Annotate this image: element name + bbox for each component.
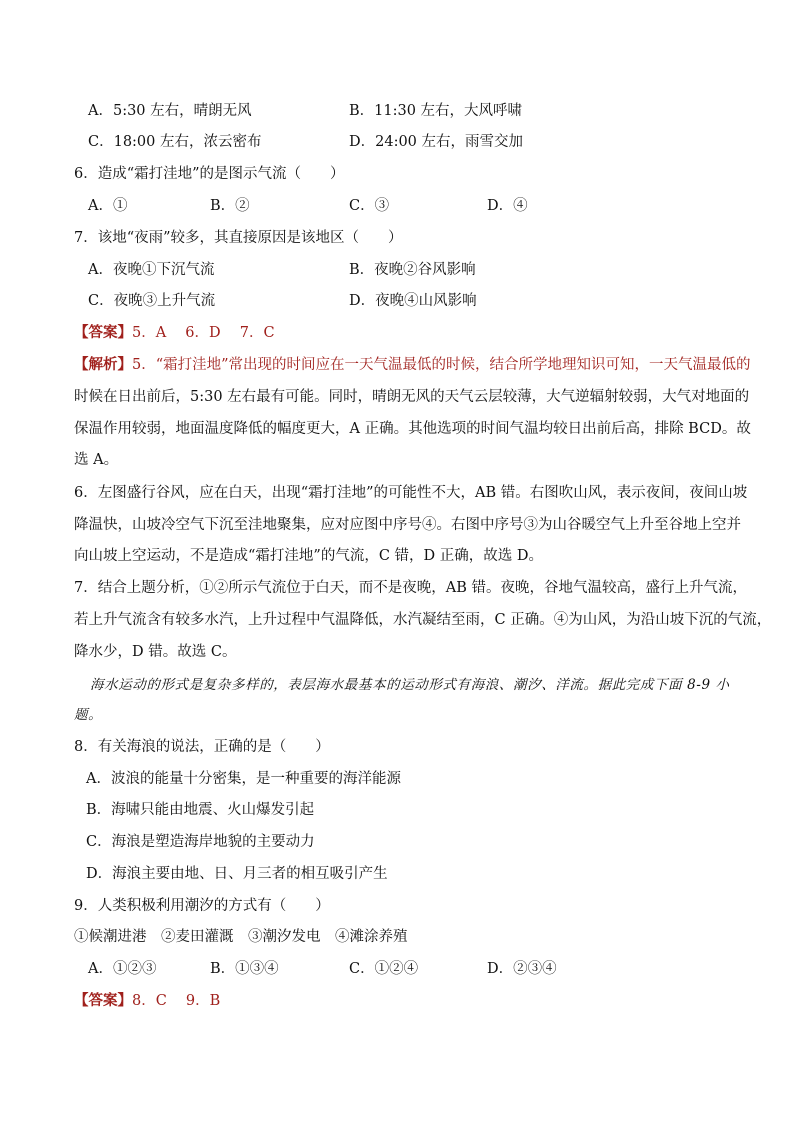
- q5-option-c: C．18:00 左右，浓云密布: [88, 134, 262, 150]
- q7-stem: 7．该地“夜雨”较多，其直接原因是该地区（ ）: [74, 230, 403, 246]
- analysis-label: 【解析】: [74, 356, 132, 373]
- analysis-5-line-3: 保温作用较弱，地面温度降低的幅度更大，A 正确。其他选项的时间气温均较日出前后高，排除 BCD。故: [74, 421, 751, 437]
- q7-option-a: A．夜晚①下沉气流: [88, 262, 215, 278]
- q8-stem: 8．有关海浪的说法，正确的是（ ）: [74, 739, 330, 755]
- analysis-5-line-4: 选 A。: [74, 452, 119, 468]
- intro-line-1: 海水运动的形式是复杂多样的，表层海水最基本的运动形式有海浪、潮汐、洋流。据此完成下面 8-9 小: [90, 677, 730, 693]
- answer-values: 5．A 6．D 7．C: [132, 325, 275, 341]
- q9-items: ①候潮进港 ②麦田灌溉 ③潮汐发电 ④滩涂养殖: [74, 929, 408, 945]
- q8-option-d: D．海浪主要由地、日、月三者的相互吸引产生: [86, 866, 388, 882]
- answer-block-1: [74, 323, 275, 343]
- q8-option-b: B．海啸只能由地震、火山爆发引起: [86, 802, 315, 818]
- q7-option-c: C．夜晚③上升气流: [88, 293, 216, 309]
- intro-line-2: 题。: [74, 707, 103, 723]
- q6-stem: 6．造成“霜打洼地”的是图示气流（ ）: [74, 166, 345, 182]
- q5-option-d: D．24:00 左右，雨雪交加: [349, 134, 524, 150]
- q6-option-b: B．②: [210, 198, 250, 214]
- q9-option-c: C．①②④: [349, 961, 419, 977]
- analysis-6-line-1: 6．左图盛行谷风，应在白天，出现“霜打洼地”的可能性不大，AB 错。右图吹山风，表示夜间，夜间山坡: [74, 485, 748, 501]
- analysis-5-line-1: 【解析】5．“霜打洼地”常出现的时间应在一天气温最低的时候，结合所学地理知识可知，一天气温最低的: [74, 356, 751, 373]
- answer-block-2: [74, 991, 220, 1011]
- q9-option-d: D．②③④: [487, 961, 557, 977]
- analysis-6-line-3: 向山坡上空运动，不是造成“霜打洼地”的气流，C 错，D 正确，故选 D。: [74, 548, 543, 564]
- q5-option-a: A．5:30 左右，晴朗无风: [88, 103, 252, 119]
- answer-label: 【答案】: [74, 324, 132, 341]
- q8-option-c: C．海浪是塑造海岸地貌的主要动力: [86, 834, 315, 850]
- q6-option-d: D．④: [487, 198, 528, 214]
- analysis-5-line-2: 时候在日出前后，5:30 左右最有可能。同时，晴朗无风的天气云层较薄，大气逆辐射较弱，大气对地面的: [74, 389, 750, 405]
- q9-option-b: B．①③④: [210, 961, 279, 977]
- q6-option-c: C．③: [349, 198, 390, 214]
- q7-option-d: D．夜晚④山风影响: [349, 293, 477, 309]
- answer-values: 8．C 9．B: [132, 993, 221, 1009]
- answer-label: 【答案】: [74, 992, 132, 1009]
- q6-option-a: A．①: [88, 198, 128, 214]
- q8-option-a: A．波浪的能量十分密集，是一种重要的海洋能源: [86, 771, 401, 787]
- analysis-6-line-2: 降温快，山坡冷空气下沉至洼地聚集，应对应图中序号④。右图中序号③为山谷暖空气上升至谷地上空并: [74, 517, 741, 533]
- q9-stem: 9．人类积极利用潮汐的方式有（ ）: [74, 898, 330, 914]
- q5-option-b: B．11:30 左右，大风呼啸: [349, 103, 523, 119]
- analysis-7-line-3: 降水少，D 错。故选 C。: [74, 644, 237, 660]
- analysis-7-line-1: 7．结合上题分析，①②所示气流位于白天，而不是夜晚，AB 错。夜晚，谷地气温较高，盛行上升气流，: [74, 580, 747, 596]
- q7-option-b: B．夜晚②谷风影响: [349, 262, 476, 278]
- q9-option-a: A．①②③: [88, 961, 157, 977]
- analysis-7-line-2: 若上升气流含有较多水汽，上升过程中气温降低，水汽凝结至雨，C 正确。④为山风，为沿山坡下沉的气流，: [74, 612, 772, 628]
